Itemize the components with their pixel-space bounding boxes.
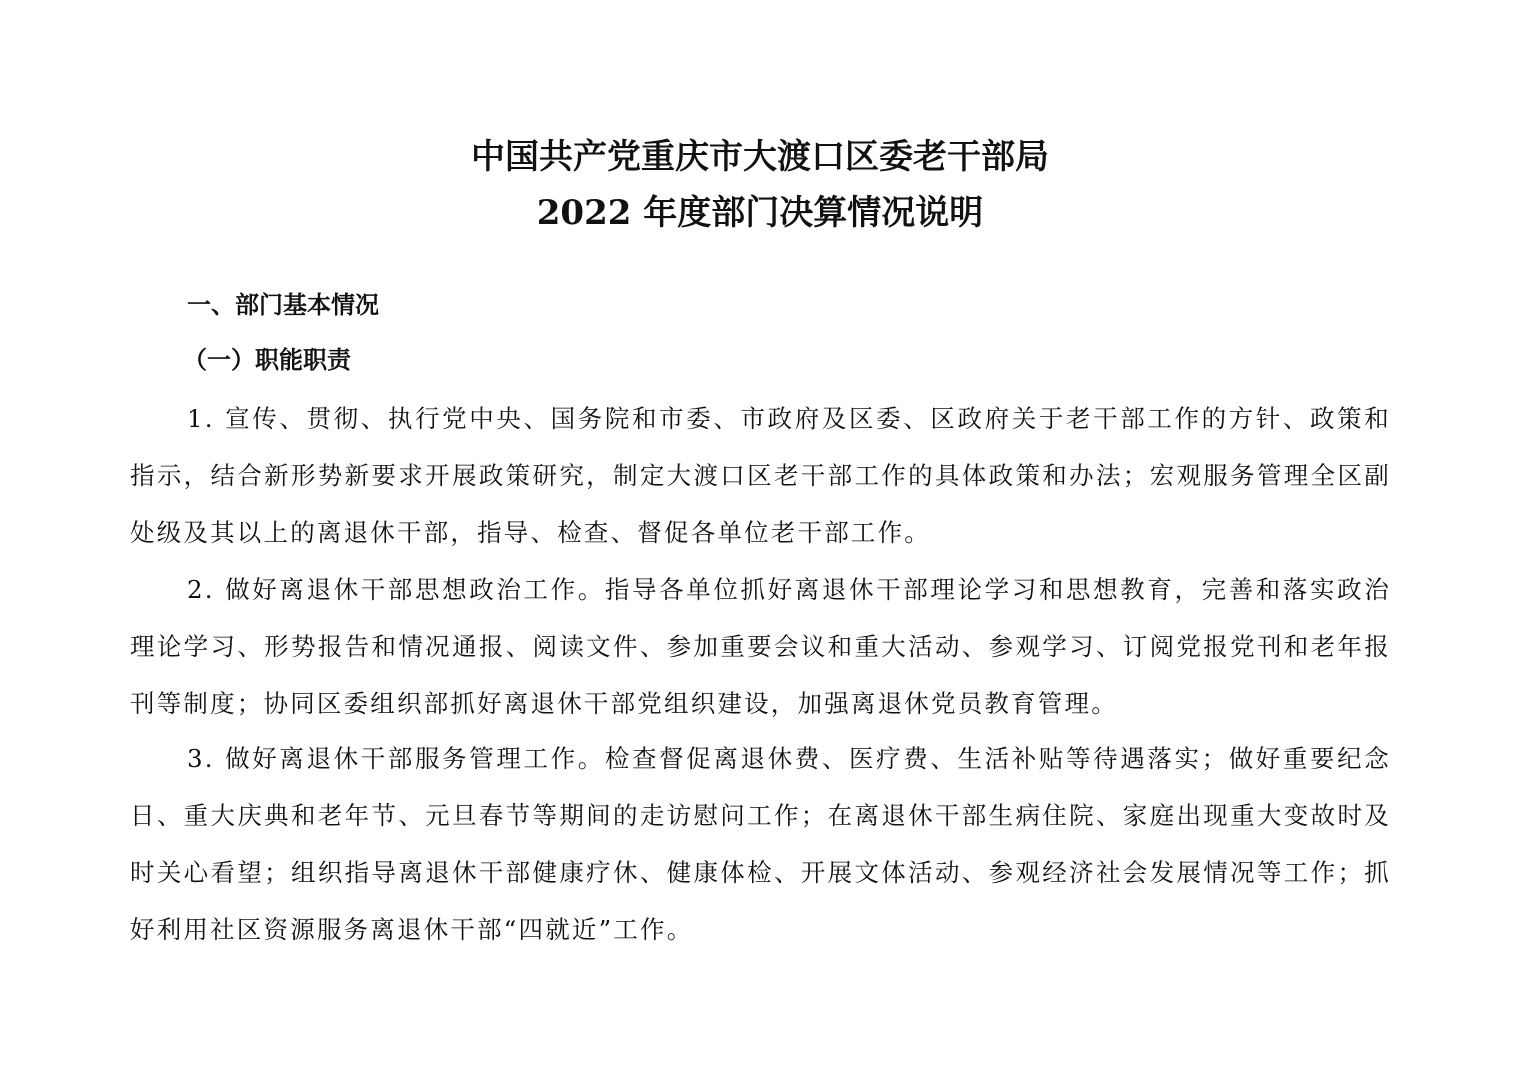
paragraph-3: 3. 做好离退休干部服务管理工作。检查督促离退休费、医疗费、生活补贴等待遇落实；做好重要纪念日、重大庆典和老年节、元旦春节等期间的走访慰问工作；在离退休干部生病住院、家庭出现重大变故时及时关心看望；组织指导离退休干部健康疗休、健康体检、开展文体活动、参观经济社会发展情况等工作；抓好利用社区资源服务离退休干部“四就近”工作。	[130, 744, 1391, 944]
section-heading-basic-info: 一、部门基本情况	[187, 291, 379, 319]
paragraph-1: 1. 宣传、贯彻、执行党中央、国务院和市委、市政府及区委、区政府关于老干部工作的方针、政策和指示，结合新形势新要求开展政策研究，制定大渡口区老干部工作的具体政策和办法；宏观服务管理全区副处级及其以上的离退休干部，指导、检查、督促各单位老干部工作。	[130, 404, 1391, 547]
paragraph-2: 2. 做好离退休干部思想政治工作。指导各单位抓好离退休干部理论学习和思想教育，完善和落实政治理论学习、形势报告和情况通报、阅读文件、参加重要会议和重大活动、参观学习、订阅党报党刊和老年报刊等制度；协同区委组织部抓好离退休干部党组织建设，加强离退休党员教育管理。	[130, 575, 1391, 718]
document-title-line-1: 中国共产党重庆市大渡口区委老干部局	[471, 137, 1049, 177]
document-title-line-2: 2022 年度部门决算情况说明	[536, 193, 984, 233]
subsection-heading-functions: （一）职能职责	[183, 346, 351, 374]
